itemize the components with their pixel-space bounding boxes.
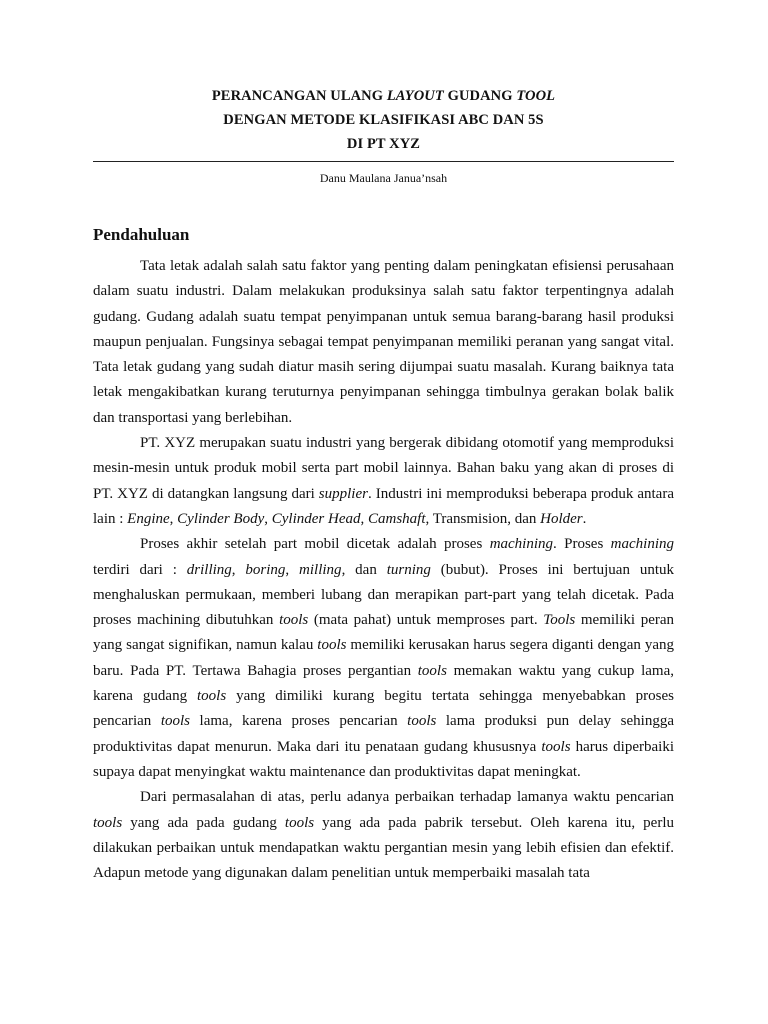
paragraph-text: (mata pahat) untuk memproses part. xyxy=(308,612,544,629)
italic-term: tools xyxy=(284,814,315,831)
title-text: DENGAN METODE KLASIFIKASI ABC DAN 5S xyxy=(223,112,544,128)
italic-term: tools xyxy=(93,814,123,831)
italic-term: tools xyxy=(417,662,447,679)
paragraph-text: memiliki peran yang sangat signifikan, namun kalau xyxy=(93,612,674,654)
italic-term: tools xyxy=(541,738,571,755)
paragraph-text: , Transmision, dan xyxy=(425,510,541,527)
document-title xyxy=(93,84,674,156)
title-line-1 xyxy=(93,84,674,108)
italic-term: Tools xyxy=(543,612,576,629)
document-page xyxy=(93,84,674,886)
italic-term: tools xyxy=(279,612,309,629)
body-paragraph xyxy=(93,254,674,431)
paragraph-text: , xyxy=(231,561,246,578)
italic-term: Engine xyxy=(127,510,170,527)
title-italic-text: LAYOUT xyxy=(386,88,444,104)
paragraph-text: yang ada pada gudang xyxy=(122,814,285,831)
italic-term: tools xyxy=(197,688,227,705)
italic-term: machining xyxy=(610,536,674,553)
title-line-3 xyxy=(93,132,674,156)
body-paragraph xyxy=(93,532,674,785)
italic-term: Cylinder Head xyxy=(271,510,361,527)
title-text: DI PT XYZ xyxy=(346,136,421,152)
paragraph-text: lama, karena proses pencarian xyxy=(190,713,408,730)
paragraph-text: PT. XYZ merupakan suatu industri yang bergerak dibidang otomotif yang memproduksi mesin-mesin untuk produk mobil serta part mobil lainnya. Bahan baku yang akan di proses di PT. XYZ di datangkan langsung dari xyxy=(93,435,674,502)
paragraph-text: memiliki kerusakan harus segera diganti dengan yang baru. Pada PT. Tertawa Bahagia proses pergantian xyxy=(93,637,675,679)
paragraph-text: (bubut). Proses ini bertujuan untuk menghaluskan permukaan, memberi lubang dan merapikan part-part yang telah dicetak. Pada proses machining dibutuhkan xyxy=(93,561,674,629)
section-heading: Pendahuluan xyxy=(93,225,190,244)
paragraph-text: , dan xyxy=(341,561,387,578)
author-name: Danu Maulana Janua’nsah xyxy=(319,171,448,185)
italic-term: turning xyxy=(386,561,431,578)
paragraph-text: , xyxy=(285,561,300,578)
paragraph-text: lama produksi pun delay sehingga produktivitas dapat menurun. Maka dari itu penataan gudang khususnya xyxy=(93,713,674,755)
body-text xyxy=(93,254,674,886)
paragraph-text: yang ada pada pabrik tersebut. Oleh karena itu, perlu dilakukan perbaikan untuk mendapatkan waktu pergantian mesin yang lebih efisien dan efektif. Adapun metode yang digunakan dalam penelitian untuk memperbaiki masalah tata xyxy=(93,814,674,882)
body-paragraph xyxy=(93,785,674,886)
body-paragraph xyxy=(93,431,674,532)
paragraph-text: memakan waktu yang cukup lama, karena gudang xyxy=(93,662,674,705)
italic-term: Holder xyxy=(540,510,583,527)
paragraph-text: Tata letak adalah salah satu faktor yang penting dalam peningkatan efisiensi perusahaan dalam suatu industri. Dalam melakukan produksinya salah satu faktor terpentingnya adalah gudang. Gudang adalah suatu tempat penyimpanan untuk semua barang-barang hasil produksi maupun penjualan. Fungsinya sebagai tempat penyimpanan memiliki peranan yang sangat vital. Tata letak gudang yang sudah diatur masih sering dijumpai suatu masalah. Kurang baiknya tata letak mengakibatkan kurang teruturnya penyimpanan sehingga timbulnya gerakan bolak balik dan transportasi yang berlebihan. xyxy=(93,258,674,426)
italic-term: drilling xyxy=(186,561,232,578)
paragraph-text: . Proses xyxy=(553,536,611,553)
paragraph-text: harus diperbaiki supaya dapat menyingkat waktu maintenance dan produktivitas dapat meningkat. xyxy=(93,738,674,780)
italic-term: tools xyxy=(407,713,437,730)
paragraph-text: yang dimiliki kurang begitu tertata sehingga menyebabkan proses pencarian xyxy=(93,688,674,730)
title-text: GUDANG xyxy=(443,88,517,104)
paragraph-text: Proses akhir setelah part mobil dicetak adalah proses xyxy=(140,536,490,553)
italic-term: boring xyxy=(245,561,286,578)
title-text: PERANCANGAN ULANG xyxy=(211,88,387,104)
paragraph-text: . Industri ini memproduksi beberapa produk antara lain : xyxy=(93,485,674,527)
paragraph-text: , xyxy=(169,510,178,527)
italic-term: tools xyxy=(160,713,191,730)
paragraph-text: . xyxy=(582,510,587,527)
title-divider xyxy=(93,161,674,162)
italic-term: Cylinder Body xyxy=(177,510,265,527)
title-line-2 xyxy=(93,108,674,132)
italic-term: Camshaft xyxy=(367,510,426,527)
title-italic-text: TOOL xyxy=(516,88,556,104)
italic-term: machining xyxy=(489,536,554,553)
italic-term: supplier xyxy=(318,485,368,502)
italic-term: milling xyxy=(299,561,342,578)
italic-term: tools xyxy=(317,637,347,654)
paragraph-text: , xyxy=(360,510,368,527)
paragraph-text: Dari permasalahan di atas, perlu adanya perbaikan terhadap lamanya waktu pencarian xyxy=(140,789,674,806)
paragraph-text: terdiri dari : xyxy=(93,561,187,578)
paragraph-text: , xyxy=(264,510,272,527)
